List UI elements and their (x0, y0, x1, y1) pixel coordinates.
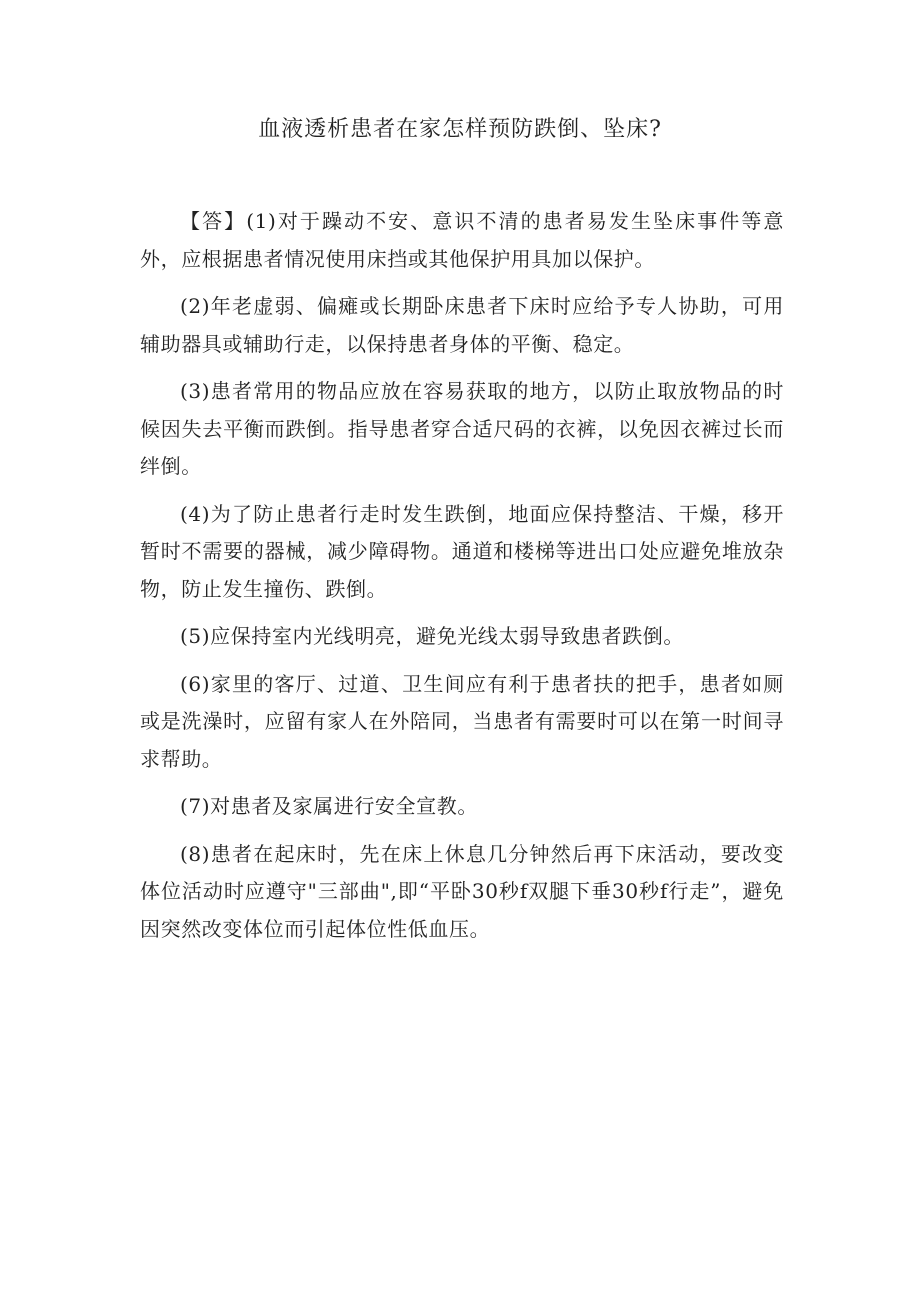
paragraph-answer-7: (7)对患者及家属进行安全宣教。 (180, 794, 478, 818)
paragraph-answer-2: (2)年老虚弱、偏瘫或长期卧床患者下床时应给予专人协助，可用辅助器具或辅助行走，以保持患者身体的平衡、稳定。 (140, 294, 784, 356)
document-body (140, 203, 784, 958)
paragraph-answer-1: 【答】(1)对于躁动不安、意识不清的患者易发生坠床事件等意外，应根据患者情况使用床挡或其他保护用具加以保护。 (140, 209, 784, 271)
document-title: 血液透析患者在家怎样预防跌倒、坠床? (258, 117, 662, 142)
paragraph-answer-8: (8)患者在起床时，先在床上休息几分钟然后再下床活动，要改变体位活动时应遵守"三部曲",即“平卧30秒f双腿下垂30秒f行走”，避免因突然改变体位而引起体位性低血压。 (140, 841, 784, 941)
paragraph-answer-3: (3)患者常用的物品应放在容易获取的地方，以防止取放物品的时候因失去平衡而跌倒。指导患者穿合适尺码的衣裤，以免因衣裤过长而绊倒。 (140, 379, 784, 478)
paragraph-answer-4: (4)为了防止患者行走时发生跌倒，地面应保持整洁、干燥，移开暂时不需要的器械，减少障碍物。通道和楼梯等进出口处应避免堆放杂物，防止发生撞伤、跌倒。 (140, 501, 784, 601)
paragraph-answer-5: (5)应保持室内光线明亮，避免光线太弱导致患者跌倒。 (180, 624, 684, 648)
paragraph-answer-6: (6)家里的客厅、过道、卫生间应有利于患者扶的把手，患者如厕或是洗澡时，应留有家人在外陪同，当患者有需要时可以在第一时间寻求帮助。 (140, 671, 784, 771)
